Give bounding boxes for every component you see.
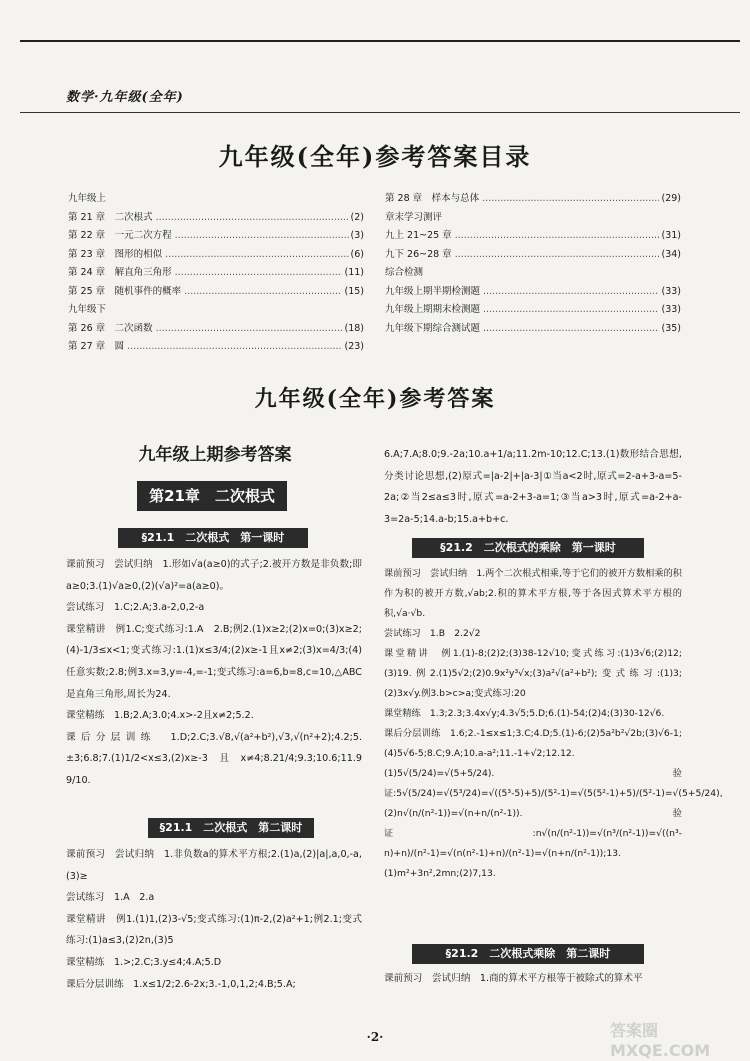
toc-entry: [385, 209, 681, 228]
section-banner-21-2-second: §21.2 二次根式乘除 第二课时: [412, 944, 644, 964]
toc-entry-label: 九年级下期综合测试题 .....: [385, 320, 659, 339]
paragraph: 尝试练习 1.C;2.A;3.a-2,0,2-a: [66, 602, 205, 614]
toc-entry-page: (11): [344, 267, 364, 278]
toc-entry-label: 第 28 章 样本与总体 .....: [385, 190, 659, 209]
paragraph: 课前预习 尝试归纳 1.形如√a(a≥0)的式子;2.被开方数是非负数;即a≥0;3.(1)√a≥0,(2)(√a)²=a(a≥0)。: [66, 559, 362, 592]
toc-left-column: [68, 190, 364, 357]
running-header: 数学·九年级(全年): [66, 90, 184, 105]
paragraph: 课前预习 尝试归纳 1.非负数a的算术平方根;2.(1)a,(2)|a|,a,0,-a,(3)≥: [66, 849, 362, 882]
toc-entry-page: (18): [344, 322, 364, 334]
paragraph: 课前预习 尝试归纳 1.商的算术平方根等于被除式的算术平: [384, 973, 643, 984]
toc-entry: [68, 264, 364, 283]
paragraph: 课堂精练 1.>;2.C;3.y≤4;4.A;5.D: [66, 956, 222, 968]
section-banner-21-1-first: §21.1 二次根式 第一课时: [118, 528, 308, 548]
toc-entry-label: 第 21 章 二次根式 .....: [68, 209, 349, 228]
answers-title: 九年级(全年)参考答案: [254, 386, 496, 412]
section-21-2-first-text: [384, 564, 723, 884]
toc-entry-page: [362, 190, 364, 209]
toc-entry-label: 九上 21~25 章 .....: [385, 227, 659, 246]
paragraph: 尝试练习 1.A 2.a: [66, 892, 155, 904]
toc-entry: [68, 283, 364, 302]
paragraph: 课堂精练 1.3;2.3;3.4x√y;4.3√5;5.D;6.(1)-54;(2)4;(3)30-12√6.: [384, 708, 665, 719]
section-21-2-second-text: [384, 968, 682, 990]
toc-entry: [385, 227, 681, 246]
toc-entry: [385, 190, 681, 209]
toc-entry: [385, 283, 681, 302]
paragraph: 课后分层训练 1.x≤1/2;2.6-2x;3.-1,0,1,2;4.B;5.A;: [66, 978, 296, 990]
toc-entry-page: [679, 264, 681, 283]
toc-entry: [68, 320, 364, 339]
toc-entry: [68, 190, 364, 209]
right-column-continuation: [384, 444, 682, 530]
toc-entry-page: (33): [661, 304, 681, 315]
section-banner-21-1-second: §21.1 二次根式 第二课时: [148, 818, 314, 838]
toc-entry-page: (29): [661, 193, 681, 204]
chapter-banner: 第21章 二次根式: [137, 481, 287, 511]
toc-entry-page: (6): [350, 248, 364, 260]
toc-entry: [385, 301, 681, 320]
section-21-1-first-text: [66, 554, 362, 792]
header-rule: [20, 112, 740, 113]
toc-entry-label: 第 23 章 图形的相似 .....: [68, 246, 349, 265]
paragraph: 课堂精练 1.B;2.A;3.0;4.x>-2且x≠2;5.2.: [66, 710, 254, 722]
toc-entry-page: (34): [661, 248, 681, 260]
paragraph: 课堂精讲 例1.(1)1,(2)3-√5;变式练习:(1)π-2,(2)a²+1;例2.1;变式练习:(1)a≤3,(2)2n,(3)5: [66, 913, 362, 947]
section-banner-21-2-first: §21.2 二次根式的乘除 第一课时: [412, 538, 644, 558]
toc-entry-page: [679, 209, 681, 228]
toc-entry-page: (3): [350, 230, 364, 241]
toc-entry: [68, 301, 364, 320]
left-column-title: 九年级上期参考答案: [138, 445, 292, 465]
toc-entry-page: (2): [350, 211, 364, 223]
toc-entry: [68, 246, 364, 265]
toc-entry-label: 九年级上期半期检测题 .....: [385, 283, 659, 302]
paragraph: 课堂精讲 例1.C;变式练习:1.A 2.B;例2.(1)x≥2;(2)x=0;(3)x≥2;(4)-1/3≤x<1;变式练习:1.(1)x≤3/4;(2)x≥-1且x≠2;(3)x=4/3;(4)任意实数;2.8;例3.x=3,y=-4,=-1;变式练习:a=6,b=8,c=10,△ABC是直角三角形,周长为24.: [66, 623, 362, 700]
section-21-1-second-text: [66, 844, 362, 995]
toc-entry-page: [362, 301, 364, 320]
toc-right-column: [385, 190, 681, 338]
toc-entry-label: 九年级下: [68, 304, 107, 315]
toc-entry: [68, 209, 364, 228]
toc-entry-label: 综合检测: [385, 267, 424, 278]
toc-entry-label: 章末学习测评: [385, 211, 443, 223]
toc-entry-label: 第 26 章 二次函数 .....: [68, 320, 342, 339]
paragraph: 课堂精讲 例1.(1)-8;(2)2;(3)38-12√10;变式练习:(1)3√6;(2)12;(3)19.例2.(1)5√2;(2)0.9x²y³√x;(3)a²√(a²+b²);变式练习:(1)3;(2)3x√y.例3.b>c>a;变式练习:20: [384, 648, 682, 699]
toc-entry-label: 九下 26~28 章 .....: [385, 246, 659, 265]
toc-entry: [68, 338, 364, 357]
watermark: 答案圈 MXQE.COM: [610, 1021, 711, 1060]
toc-entry-page: (15): [344, 285, 364, 297]
toc-entry-label: 第 24 章 解直角三角形 .....: [68, 264, 342, 283]
page-number: ·2·: [366, 1030, 384, 1044]
toc-entry: [385, 246, 681, 265]
toc-entry: [68, 227, 364, 246]
toc-entry-label: 第 27 章 圆 .....: [68, 338, 342, 357]
toc-entry-label: 九年级上: [68, 193, 107, 204]
paragraph: 尝试练习 1.B 2.2√2: [384, 628, 481, 639]
toc-entry-page: (31): [661, 230, 681, 241]
paragraph: 课后分层训练 1.D;2.C;3.√8,√(a²+b²),√3,√(n²+2);4.2;5.±3;6.8;7.(1)1/2<x≤3,(2)x≥-3且x≠4;8.21/4;9.3;10.6;11.9 9/10.: [66, 731, 362, 786]
toc-title: 九年级(全年)参考答案目录: [218, 142, 532, 171]
paragraph: 课前预习 尝试归纳 1.两个二次根式相乘,等于它们的被开方数相乘的积作为积的被开方数,√ab;2.积的算术平方根,等于各因式算术平方根的积,√a·√b.: [384, 568, 682, 619]
paragraph: 6.A;7.A;8.0;9.-2a;10.a+1/a;11.2m-10;12.C;13.(1)数形结合思想,分类讨论思想,(2)原式=|a-2|+|a-3|①当a<2时,原式=2-a+3-a=5-2a;②当2≤a≤3时,原式=a-2+3-a=1;③当a>3时,原式=a-2+a-3=2a-5;14.a-b;15.a+b+c.: [384, 449, 682, 525]
toc-entry-page: (33): [661, 285, 681, 297]
toc-entry-page: (23): [344, 341, 364, 352]
toc-entry: [385, 264, 681, 283]
toc-entry-label: 第 25 章 随机事件的概率 .....: [68, 283, 342, 302]
toc-entry-page: (35): [661, 322, 681, 334]
top-rule: [20, 40, 740, 42]
toc-entry-label: 九年级上期期末检测题 .....: [385, 301, 659, 320]
paragraph: 课后分层训练 1.6;2.-1≤x≤1;3.C;4.D;5.(1)-6;(2)5a²b²√2b;(3)√6-1;(4)5√6-5;8.C;9.A;10.a-a²;11.-1+√2;12.12.(1)5√(5/24)=√(5+5/24).验证:5√(5/24)=√(5³/24)=√((5³-5)+5)/(5²-1)=√(5(5²-1)+5)/(5²-1)=√(5+5/24),(2)n√(n/(n²-1))=√(n+n/(n²-1)).验证:n√(n/(n²-1))=√(n³/(n²-1))=√((n³-n)+n)/(n²-1)=√(n(n²-1)+n)/(n²-1)=√(n+n/(n²-1));13.(1)m²+3n²,2mn;(2)7,13.: [384, 728, 723, 879]
toc-entry-label: 第 22 章 一元二次方程 .....: [68, 227, 349, 246]
toc-entry: [385, 320, 681, 339]
